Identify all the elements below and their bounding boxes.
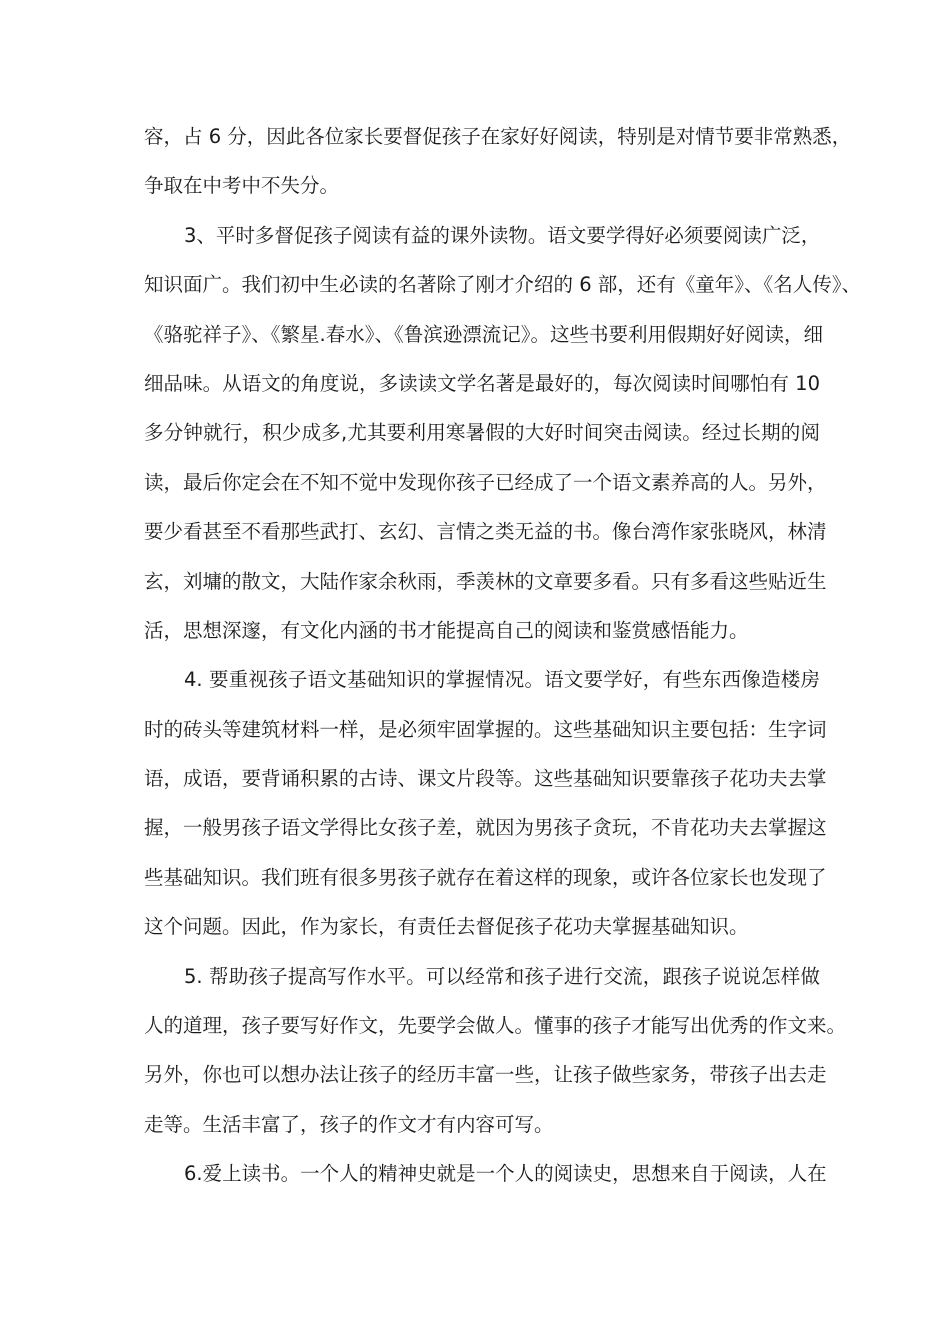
- text-line: 时的砖头等建筑材料一样，是必须牢固掌握的。这些基础知识主要包括：生字词: [144, 717, 827, 741]
- text-line: 知识面广。我们初中生必读的名著除了刚才介绍的 6 部，还有《童年》、《名人传》、: [144, 273, 862, 297]
- text-line: 玄，刘墉的散文，大陆作家余秋雨，季羡林的文章要多看。只有多看这些贴近生: [144, 569, 827, 593]
- paragraph-start-line: 6.爱上读书。一个人的精神史就是一个人的阅读史，思想来自于阅读，人在: [184, 1162, 827, 1186]
- body-text: [144, 112, 862, 1199]
- text-line: 另外，你也可以想办法让孩子的经历丰富一些，让孩子做些家务，带孩子出去走: [144, 1063, 827, 1087]
- text-line: 《骆驼祥子》、《繁星.春水》、《鲁滨逊漂流记》。这些书要利用假期好好阅读，细: [144, 322, 823, 346]
- text-line: 人的道理，孩子要写好作文，先要学会做人。懂事的孩子才能写出优秀的作文来。: [144, 1014, 847, 1038]
- text-line: 这个问题。因此，作为家长，有责任去督促孩子花功夫掌握基础知识。: [144, 915, 749, 939]
- text-line: 细品味。从语文的角度说，多读读文学名著是最好的，每次阅读时间哪怕有 10: [144, 371, 820, 395]
- text-line: 容，占 6 分，因此各位家长要督促孩子在家好好阅读，特别是对情节要非常熟悉，: [144, 125, 852, 148]
- paragraph-start-line: 3、平时多督促孩子阅读有益的课外读物。语文要学得好必须要阅读广泛，: [184, 223, 821, 247]
- text-line: 语，成语，要背诵积累的古诗、课文片段等。这些基础知识要靠孩子花功夫去掌: [144, 767, 827, 791]
- text-line: 读，最后你定会在不知不觉中发现你孩子已经成了一个语文素养高的人。另外，: [144, 470, 827, 494]
- text-line: 些基础知识。我们班有很多男孩子就存在着这样的现象，或许各位家长也发现了: [144, 865, 827, 889]
- paragraph-start-line: 5. 帮助孩子提高写作水平。可以经常和孩子进行交流，跟孩子说说怎样做: [184, 964, 820, 988]
- text-line: 走等。生活丰富了，孩子的作文才有内容可写。: [144, 1112, 554, 1136]
- text-line: 要少看甚至不看那些武打、玄幻、言情之类无益的书。像台湾作家张晓风，林清: [144, 520, 827, 544]
- text-line: 多分钟就行，积少成多,尤其要利用寒暑假的大好时间突击阅读。经过长期的阅: [144, 421, 820, 445]
- paragraph-start-line: 4. 要重视孩子语文基础知识的掌握情况。语文要学好，有些东西像造楼房: [184, 668, 820, 692]
- text-line: 活，思想深邃，有文化内涵的书才能提高自己的阅读和鉴赏感悟能力。: [144, 618, 749, 642]
- text-line: 争取在中考中不失分。: [144, 174, 340, 198]
- text-line: 握，一般男孩子语文学得比女孩子差，就因为男孩子贪玩，不肯花功夫去掌握这: [144, 816, 827, 840]
